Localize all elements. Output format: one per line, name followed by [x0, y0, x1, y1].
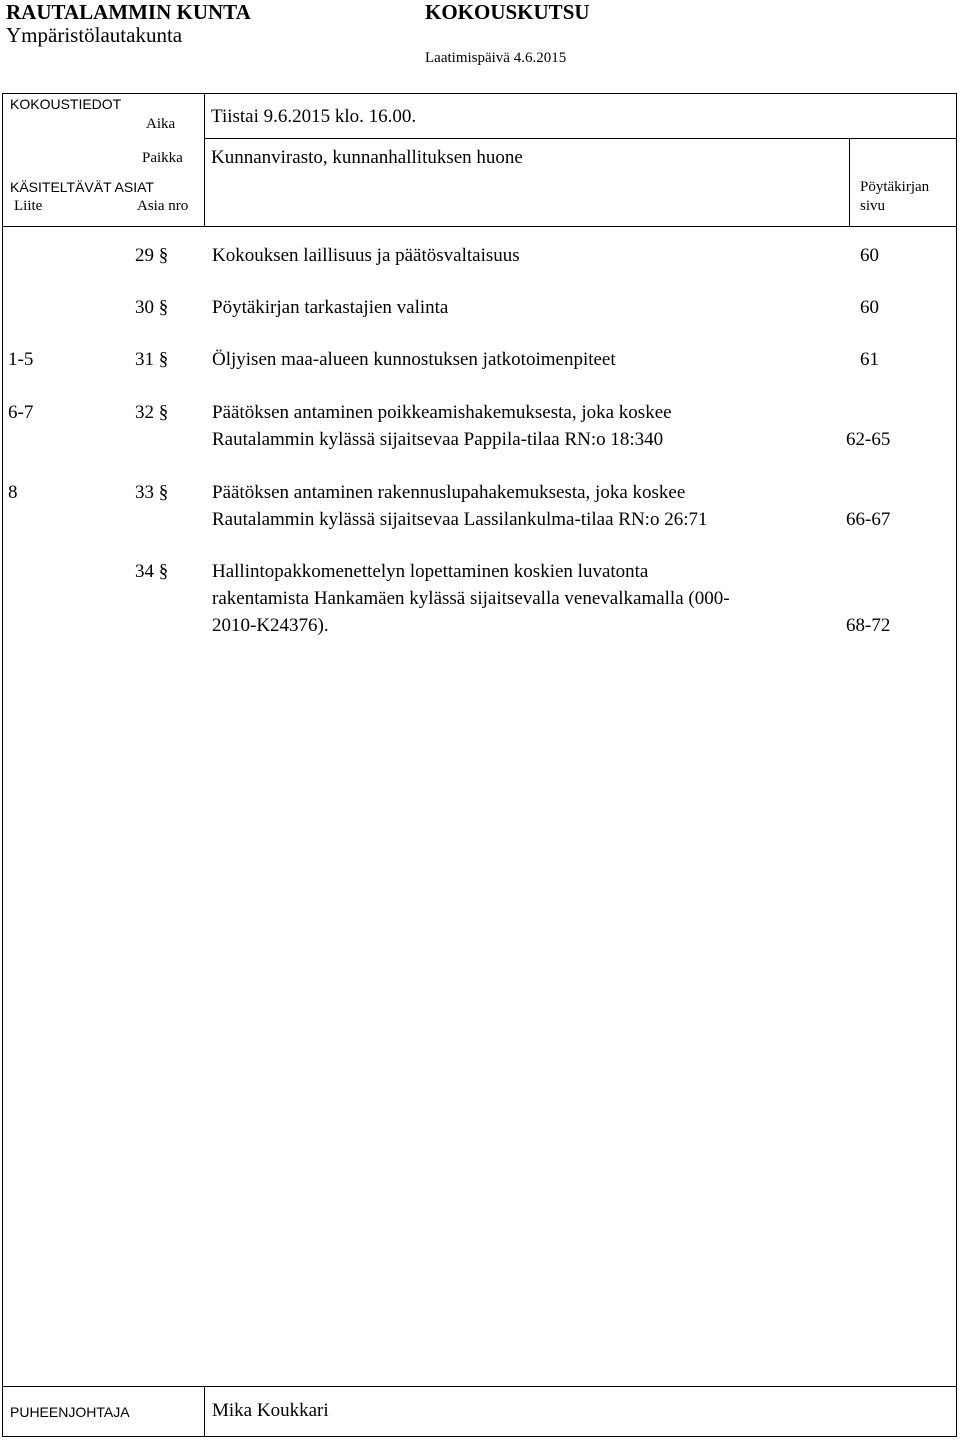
- item-page: 60: [860, 245, 879, 266]
- divider: [2, 226, 957, 227]
- divider: [2, 1386, 957, 1387]
- place-value: Kunnanvirasto, kunnanhallituksen huone: [211, 147, 523, 168]
- item-number: 30 §: [135, 297, 169, 318]
- item-number: 33 §: [135, 482, 169, 503]
- created-date: Laatimispäivä 4.6.2015: [425, 50, 567, 66]
- item-title: Pöytäkirjan tarkastajien valinta: [212, 297, 449, 318]
- item-title-line-3: 2010-K24376).: [212, 615, 329, 636]
- attachment-column-label: Liite: [14, 198, 43, 214]
- place-label: Paikka: [142, 150, 183, 166]
- item-page: 62-65: [846, 429, 891, 450]
- organization-name: RAUTALAMMIN KUNTA: [6, 0, 251, 24]
- item-number: 29 §: [135, 245, 169, 266]
- minutes-page-column-label-2: sivu: [860, 198, 886, 214]
- item-title: Päätöksen antaminen poikkeamishakemuksesta, joka koskee: [212, 402, 672, 423]
- item-attachment: 1-5: [8, 349, 34, 370]
- document-type: KOKOUSKUTSU: [425, 0, 590, 24]
- divider: [204, 1386, 205, 1437]
- item-number-column-label: Asia nro: [137, 198, 189, 214]
- time-label: Aika: [146, 116, 176, 132]
- item-attachment: 8: [8, 482, 18, 503]
- meeting-info-label: KOKOUSTIEDOT: [10, 96, 122, 112]
- divider: [849, 138, 850, 227]
- department-name: Ympäristölautakunta: [6, 23, 183, 47]
- item-attachment: 6-7: [8, 402, 34, 423]
- chair-name: Mika Koukkari: [212, 1400, 329, 1421]
- item-title: Päätöksen antaminen rakennuslupahakemuksesta, joka koskee: [212, 482, 686, 503]
- item-title-line-2: rakentamista Hankamäen kylässä sijaitsevalla venevalkamalla (000-: [212, 588, 730, 609]
- item-number: 32 §: [135, 402, 169, 423]
- time-value: Tiistai 9.6.2015 klo. 16.00.: [211, 106, 417, 127]
- item-number: 34 §: [135, 561, 169, 582]
- divider: [204, 138, 957, 139]
- item-page: 66-67: [846, 509, 891, 530]
- item-number: 31 §: [135, 349, 169, 370]
- chair-label: PUHEENJOHTAJA: [10, 1404, 130, 1420]
- item-title: Hallintopakkomenettelyn lopettaminen koskien luvatonta: [212, 561, 649, 582]
- divider: [204, 93, 205, 227]
- item-page: 60: [860, 297, 879, 318]
- item-title-line-2: Rautalammin kylässä sijaitsevaa Pappila-tilaa RN:o 18:340: [212, 429, 664, 450]
- item-page: 68-72: [846, 615, 891, 636]
- item-page: 61: [860, 349, 879, 370]
- item-title: Kokouksen laillisuus ja päätösvaltaisuus: [212, 245, 520, 266]
- item-title-line-2: Rautalammin kylässä sijaitsevaa Lassilankulma-tilaa RN:o 26:71: [212, 509, 708, 530]
- item-title: Öljyisen maa-alueen kunnostuksen jatkotoimenpiteet: [212, 349, 616, 370]
- minutes-page-column-label: Pöytäkirjan: [860, 179, 930, 195]
- agenda-label: KÄSITELTÄVÄT ASIAT: [10, 179, 154, 195]
